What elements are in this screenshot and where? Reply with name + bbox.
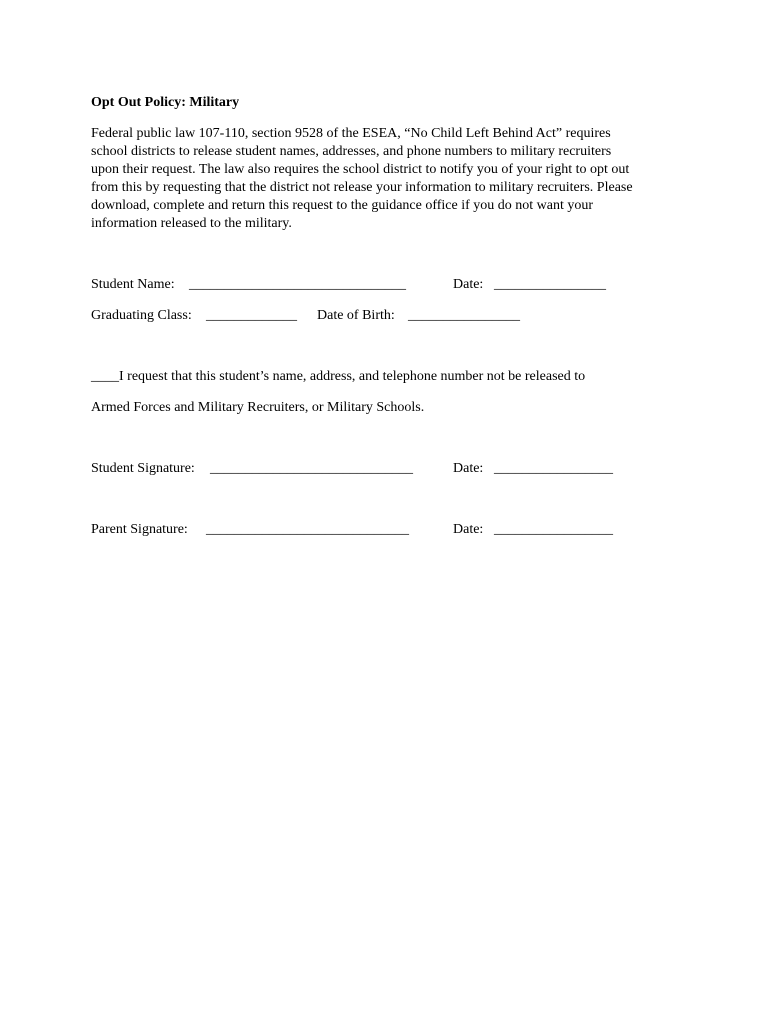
paragraph-line: school districts to release student names, addresses, and phone numbers to military recruiters	[91, 144, 612, 159]
parent-signature-field[interactable]: _____________________________	[206, 522, 409, 537]
opt-out-checkbox-blank[interactable]: ____	[91, 369, 119, 384]
parent-signature-label: Parent Signature:	[91, 522, 188, 537]
paragraph-line: Federal public law 107-110, section 9528 of the ESEA, “No Child Left Behind Act” requires	[91, 126, 611, 141]
document-title: Opt Out Policy: Military	[91, 95, 240, 110]
date-field[interactable]: ________________	[494, 277, 606, 292]
graduating-class-label: Graduating Class:	[91, 308, 192, 323]
opt-out-request-continuation: Armed Forces and Military Recruiters, or Military Schools.	[91, 400, 425, 415]
student-name-field[interactable]: _______________________________	[189, 277, 406, 292]
parent-signature-date-field[interactable]: _________________	[494, 522, 613, 537]
student-name-label: Student Name:	[91, 277, 175, 292]
graduating-class-field[interactable]: _____________	[206, 308, 297, 323]
paragraph-line: upon their request. The law also requires the school district to notify you of your right to opt out	[91, 162, 630, 177]
opt-out-request-line	[91, 368, 585, 386]
policy-paragraph	[91, 125, 691, 233]
parent-signature-date-label: Date:	[453, 522, 484, 537]
paragraph-line: information released to the military.	[91, 216, 292, 231]
opt-out-request-text: I request that this student’s name, address, and telephone number not be released to	[119, 369, 586, 384]
paragraph-line: download, complete and return this request to the guidance office if you do not want your	[91, 198, 594, 213]
date-of-birth-field[interactable]: ________________	[408, 308, 520, 323]
student-signature-field[interactable]: _____________________________	[210, 461, 413, 476]
date-label: Date:	[453, 277, 484, 292]
student-signature-label: Student Signature:	[91, 461, 195, 476]
student-signature-date-field[interactable]: _________________	[494, 461, 613, 476]
paragraph-line: from this by requesting that the district not release your information to military recruiters. Please	[91, 180, 633, 195]
date-of-birth-label: Date of Birth:	[317, 308, 395, 323]
student-signature-date-label: Date:	[453, 461, 484, 476]
